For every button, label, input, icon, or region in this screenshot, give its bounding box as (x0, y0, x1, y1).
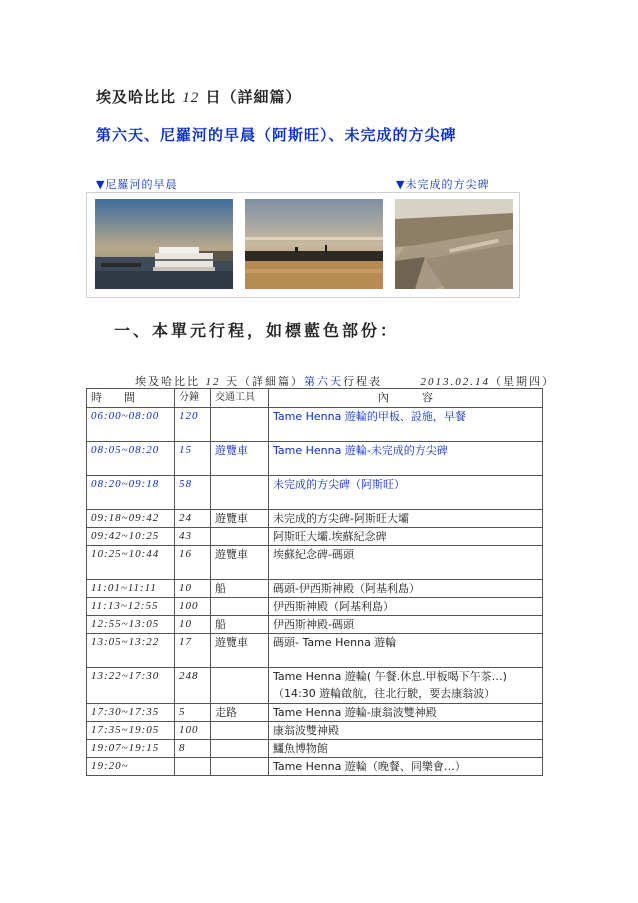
cell-transport: 船 (211, 580, 269, 598)
cell-minutes: 58 (175, 476, 211, 510)
cell-content-line: Tame Henna 遊輪( 午餐.休息.甲板喝下午茶…) (273, 670, 507, 683)
section-heading: 一、本單元行程，如標藍色部份： (114, 321, 400, 340)
photo-strip (86, 192, 520, 298)
cell-time: 08:05~08:20 (87, 442, 175, 476)
cell-transport (211, 740, 269, 758)
cell-time: 17:30~17:35 (87, 704, 175, 722)
cell-time: 09:42~10:25 (87, 528, 175, 546)
cell-minutes: 24 (175, 510, 211, 528)
cell-minutes: 120 (175, 408, 211, 442)
cell-transport: 遊覽車 (211, 510, 269, 528)
table-row (87, 580, 543, 598)
cell-transport: 遊覽車 (211, 546, 269, 580)
table-header-row (87, 389, 543, 408)
cell-content-line: 碼頭-伊西斯神殿（阿基利島） (273, 582, 420, 595)
cell-time: 19:20~ (87, 758, 175, 776)
cell-minutes: 10 (175, 616, 211, 634)
header-content: 內 容 (269, 389, 543, 408)
cell-content (269, 598, 543, 616)
cell-time: 19:07~19:15 (87, 740, 175, 758)
cell-time: 08:20~09:18 (87, 476, 175, 510)
cell-content-line: 埃蘇紀念碑-碼頭 (273, 548, 354, 561)
cell-content (269, 758, 543, 776)
cell-content (269, 528, 543, 546)
cell-transport: 遊覽車 (211, 442, 269, 476)
cell-time: 13:22~17:30 (87, 668, 175, 704)
caption-nile-morning: ▼尼羅河的早晨 (96, 178, 178, 191)
table-row (87, 442, 543, 476)
cell-content-line: 阿斯旺大壩.埃蘇紀念碑 (273, 530, 387, 543)
table-row (87, 704, 543, 722)
cell-content (269, 668, 543, 704)
cell-transport (211, 476, 269, 510)
cell-content-line: Tame Henna 遊輪（晚餐、同樂會…） (273, 760, 466, 773)
table-row (87, 668, 543, 704)
cell-transport (211, 598, 269, 616)
cell-content-line: Tame Henna 遊輪-未完成的方尖碑 (273, 444, 448, 457)
document-title: 埃及哈比比 12 日（詳細篇） (96, 88, 302, 106)
header-minutes: 分鐘 (175, 389, 211, 408)
cell-content (269, 580, 543, 598)
photo-nile-sunset (245, 199, 383, 289)
photo-unfinished-obelisk (395, 199, 513, 289)
cell-time: 09:18~09:42 (87, 510, 175, 528)
cell-content-line: 康翁波雙神殿 (273, 724, 339, 737)
cell-minutes: 15 (175, 442, 211, 476)
cell-minutes: 16 (175, 546, 211, 580)
cell-content (269, 408, 543, 442)
table-row (87, 758, 543, 776)
cell-time: 13:05~13:22 (87, 634, 175, 668)
table-row (87, 616, 543, 634)
cell-content (269, 740, 543, 758)
header-time: 時 間 (87, 389, 175, 408)
table-row (87, 476, 543, 510)
cell-transport (211, 408, 269, 442)
cell-content-line: Tame Henna 遊輪-康翁波雙神殿 (273, 706, 437, 719)
cell-transport (211, 668, 269, 704)
table-title: 埃及哈比比 12 天（詳細篇）第六天行程表 2013.02.14（星期四） (135, 375, 555, 388)
table-row (87, 510, 543, 528)
cell-content-line: 未完成的方尖碑-阿斯旺大壩 (273, 512, 409, 525)
table-row (87, 740, 543, 758)
cell-content (269, 546, 543, 580)
cell-content-line: （14:30 遊輪啟航，往北行駛，要去康翁波） (273, 687, 496, 700)
cell-minutes: 43 (175, 528, 211, 546)
cell-content (269, 616, 543, 634)
header-transport: 交通工具 (211, 389, 269, 408)
cell-time: 11:13~12:55 (87, 598, 175, 616)
table-row (87, 546, 543, 580)
cell-transport: 船 (211, 616, 269, 634)
cell-minutes: 8 (175, 740, 211, 758)
cell-content-line: 碼頭- Tame Henna 遊輪 (273, 636, 397, 649)
cell-content (269, 476, 543, 510)
table-row (87, 408, 543, 442)
cell-content (269, 634, 543, 668)
cell-minutes: 248 (175, 668, 211, 704)
table-row (87, 528, 543, 546)
cell-minutes (175, 758, 211, 776)
cell-content (269, 704, 543, 722)
photo-nile-boats (95, 199, 233, 289)
cell-content-line: 未完成的方尖碑（阿斯旺） (273, 478, 405, 491)
cell-content-line: 伊西斯神殿-碼頭 (273, 618, 354, 631)
cell-minutes: 17 (175, 634, 211, 668)
cell-transport (211, 722, 269, 740)
cell-transport (211, 758, 269, 776)
cell-minutes: 5 (175, 704, 211, 722)
cell-content-line: Tame Henna 遊輪的甲板、設施，早餐 (273, 410, 466, 423)
cell-content-line: 鱷魚博物館 (273, 742, 328, 755)
cell-content (269, 722, 543, 740)
cell-content (269, 442, 543, 476)
cell-time: 17:35~19:05 (87, 722, 175, 740)
caption-unfinished-obelisk: ▼未完成的方尖碑 (396, 178, 490, 191)
table-row (87, 634, 543, 668)
cell-content-line: 伊西斯神殿（阿基利島） (273, 600, 394, 613)
cell-minutes: 100 (175, 598, 211, 616)
table-row (87, 722, 543, 740)
cell-content (269, 510, 543, 528)
cell-transport (211, 528, 269, 546)
schedule-table (86, 388, 543, 776)
cell-time: 11:01~11:11 (87, 580, 175, 598)
cell-transport: 遊覽車 (211, 634, 269, 668)
cell-time: 10:25~10:44 (87, 546, 175, 580)
table-row (87, 598, 543, 616)
cell-time: 12:55~13:05 (87, 616, 175, 634)
cell-transport: 走路 (211, 704, 269, 722)
cell-minutes: 10 (175, 580, 211, 598)
cell-time: 06:00~08:00 (87, 408, 175, 442)
day-subtitle: 第六天、尼羅河的早晨（阿斯旺）、未完成的方尖碑 (96, 126, 457, 144)
cell-minutes: 100 (175, 722, 211, 740)
